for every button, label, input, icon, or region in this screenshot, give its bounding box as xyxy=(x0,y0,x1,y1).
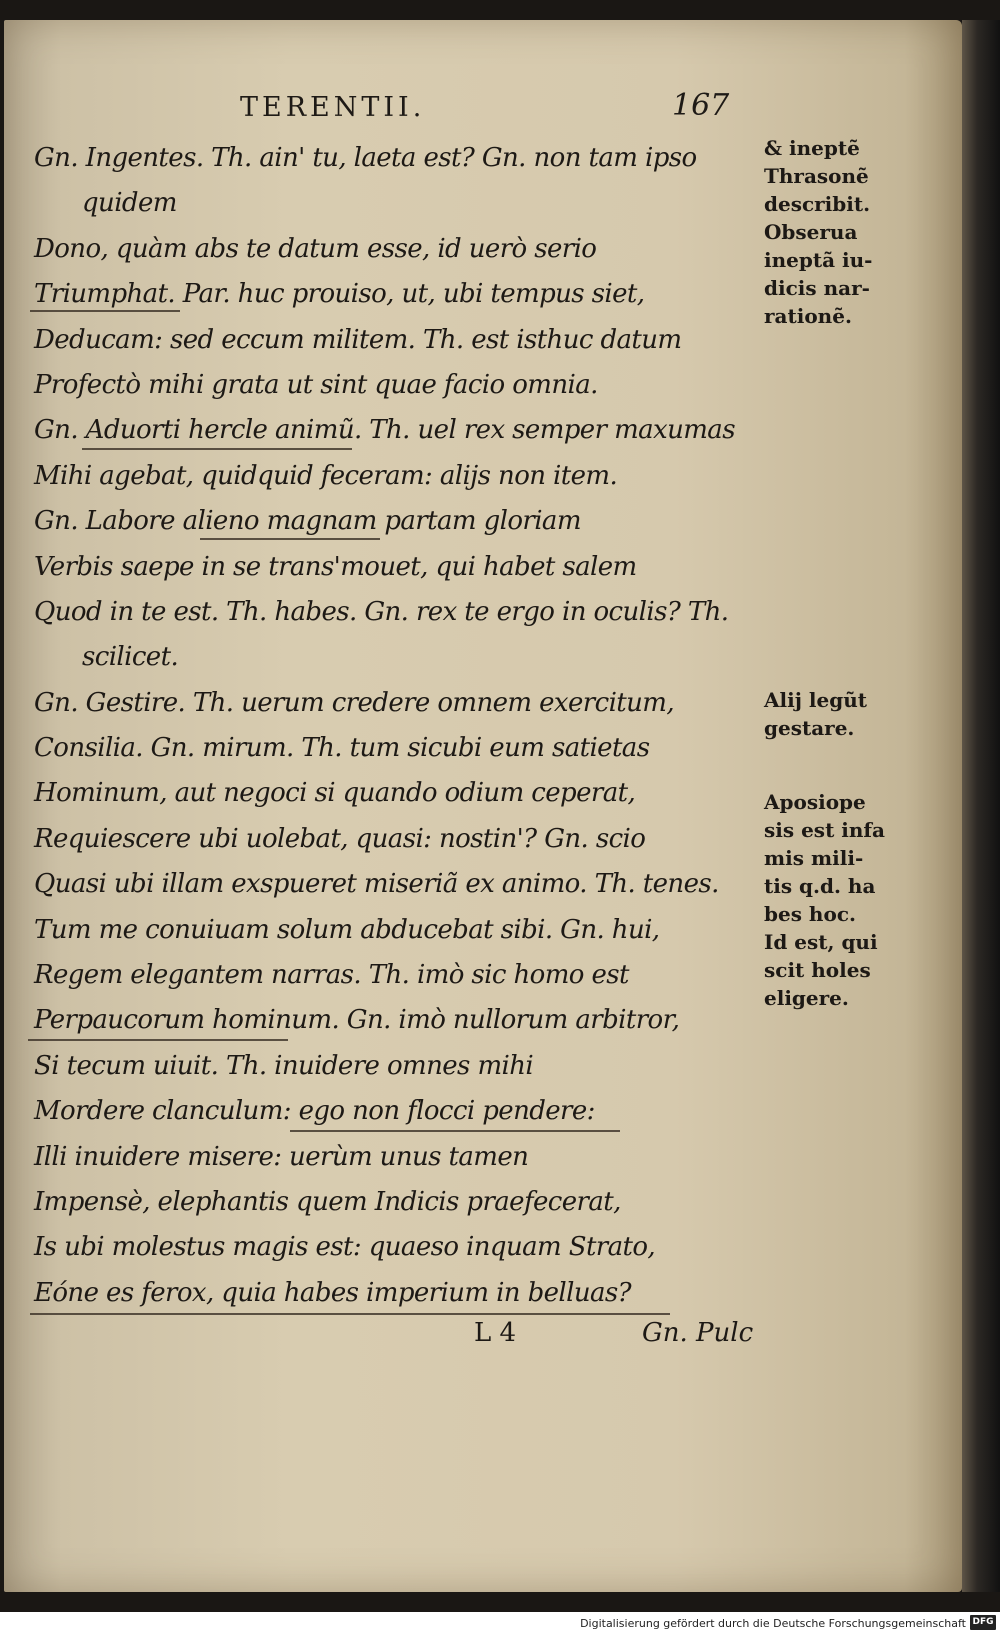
text-line: Dono, quàm abs te datum esse, id uerò serio xyxy=(34,233,597,264)
marginal-line: Id est, qui xyxy=(764,930,878,954)
marginal-line: Aposiope xyxy=(764,790,866,814)
text-line: Requiescere ubi uolebat, quasi: nostin'? Gn. scio xyxy=(34,823,646,854)
footer-credit: Digitalisierung gefördert durch die Deutsche Forschungsgemeinschaft xyxy=(580,1617,966,1630)
marginal-line: bes hoc. xyxy=(764,902,856,926)
text-line: Si tecum uiuit. Th. inuidere omnes mihi xyxy=(34,1050,534,1081)
text-line: Gn. Labore alieno magnam partam gloriam xyxy=(34,506,581,537)
marginal-line: ineptã iu- xyxy=(764,248,873,272)
marginal-line: dicis nar- xyxy=(764,276,870,300)
text-line: Hominum, aut negoci si quando odium ceperat, xyxy=(34,778,636,809)
handwritten-underline xyxy=(82,448,352,450)
text-line: Gn. Aduorti hercle animũ. Th. uel rex semper maxumas xyxy=(34,415,735,446)
text-line: scilicet. xyxy=(82,642,179,673)
marginal-line: & ineptẽ xyxy=(764,136,860,160)
marginal-line: Obserua xyxy=(764,220,858,244)
catchword: Gn. Pulc xyxy=(642,1318,754,1348)
signature-mark: L 4 xyxy=(474,1318,517,1348)
text-line: Tum me conuiuam solum abducebat sibi. Gn. hui, xyxy=(34,914,660,945)
handwritten-underline xyxy=(30,310,180,312)
running-head: TERENTII. xyxy=(240,92,426,123)
text-line: Perpaucorum hominum. Gn. imò nullorum arbitror, xyxy=(34,1005,680,1036)
marginal-note-2 xyxy=(764,686,904,742)
handwritten-underline xyxy=(30,1313,670,1315)
handwritten-underline xyxy=(290,1130,620,1132)
dfg-logo: DFG xyxy=(970,1615,996,1630)
handwritten-underline xyxy=(28,1039,288,1041)
page-number: 167 xyxy=(672,88,730,123)
marginal-note-1 xyxy=(764,134,904,330)
marginal-line: tis q.d. ha xyxy=(764,874,876,898)
text-line: Triumphat. Par. huc prouiso, ut, ubi tempus siet, xyxy=(34,279,645,310)
page-edge-shadow xyxy=(962,20,1000,1592)
text-line: Regem elegantem narras. Th. imò sic homo est xyxy=(34,960,629,991)
text-line: Quasi ubi illam exspueret miseriã ex animo. Th. tenes. xyxy=(34,869,719,900)
marginal-line: rationẽ. xyxy=(764,304,852,328)
marginal-line: mis mili- xyxy=(764,846,864,870)
marginal-line: Alij legũt xyxy=(764,688,867,712)
text-line: quidem xyxy=(82,188,177,219)
marginal-line: gestare. xyxy=(764,716,855,740)
text-line: Gn. Gestire. Th. uerum credere omnem exercitum, xyxy=(34,687,674,718)
text-line: Impensè, elephantis quem Indicis praefecerat, xyxy=(34,1186,621,1217)
text-line: Mihi agebat, quidquid feceram: alijs non item. xyxy=(34,460,618,491)
handwritten-underline xyxy=(200,538,380,540)
text-line: Mordere clanculum: ego non flocci pendere: xyxy=(34,1096,595,1127)
verse-text-block xyxy=(34,136,754,1316)
marginal-line: describit. xyxy=(764,192,871,216)
text-line: Deducam: sed eccum militem. Th. est isthuc datum xyxy=(34,324,682,355)
text-line: Gn. Ingentes. Th. ain' tu, laeta est? Gn. non tam ipso xyxy=(34,143,697,173)
text-line: Consilia. Gn. mirum. Th. tum sicubi eum satietas xyxy=(34,733,650,764)
text-line: Is ubi molestus magis est: quaeso inquam Strato, xyxy=(34,1232,656,1263)
text-line: Quod in te est. Th. habes. Gn. rex te ergo in oculis? Th. xyxy=(34,596,729,627)
marginal-line: scit holes xyxy=(764,958,871,982)
text-line: Illi inuidere misere: uerùm unus tamen xyxy=(34,1141,529,1172)
marginal-line: sis est infa xyxy=(764,818,885,842)
text-line: Profectò mihi grata ut sint quae facio omnia. xyxy=(34,369,598,400)
marginal-line: Thrasonẽ xyxy=(764,164,869,188)
marginal-note-3 xyxy=(764,788,904,1012)
text-line: Verbis saepe in se trans'mouet, qui habet salem xyxy=(34,551,637,582)
text-line: Eóne es ferox, quia habes imperium in belluas? xyxy=(34,1277,631,1308)
marginal-line: eligere. xyxy=(764,986,849,1010)
